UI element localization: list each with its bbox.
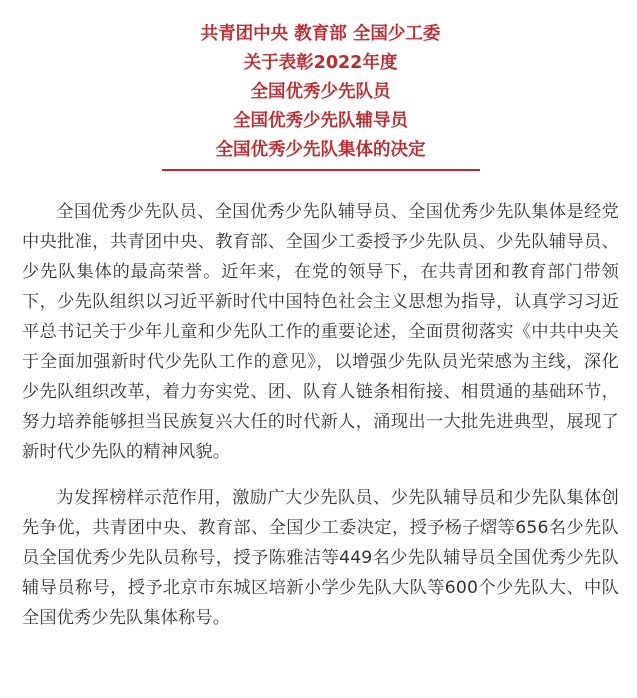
title-line-award-1: 全国优秀少先队员 (250, 82, 391, 102)
document-body (22, 197, 619, 633)
title-line-issuers: 共青团中央 教育部 全国少工委 (200, 24, 441, 44)
title-line-award-2: 全国优秀少先队辅导员 (233, 111, 408, 131)
title-line-award-3: 全国优秀少先队集体的决定 (215, 140, 426, 160)
body-paragraph-1: 全国优秀少先队员、全国优秀少先队辅导员、全国优秀少先队集体是经党中央批准，共青团中央、教育部、全国少工委授予少先队员、少先队辅导员、少先队集体的最高荣誉。近年来，在党的领导下，在共青团和教育部门带领下，少先队组织以习近平新时代中国特色社会主义思想为指导，认真学习习近平总书记关于少年儿童和少先队工作的重要论述，全面贯彻落实《中共中央关于全面加强新时代少先队工作的意见》，以增强少先队员光荣感为主线，深化少先队组织改革，着力夯实党、团、队育人链条相衔接、相贯通的基础环节，努力培养能够担当民族复兴大任的时代新人，涌现出一大批先进典型，展现了新时代少先队的精神风貌。 (22, 202, 619, 462)
title-divider (162, 169, 480, 171)
body-paragraph-2: 为发挥榜样示范作用，激励广大少先队员、少先队辅导员和少先队集体创先争优，共青团中央、教育部、全国少工委决定，授予杨子熠等656名少先队员全国优秀少先队员称号，授予陈雅洁等449名少先队辅导员全国优秀少先队辅导员称号，授予北京市东城区培新小学少先队大队等600个少先队大、中队全国优秀少先队集体称号。 (22, 488, 619, 628)
document-title (171, 20, 471, 165)
title-line-subject: 关于表彰2022年度 (243, 53, 398, 73)
